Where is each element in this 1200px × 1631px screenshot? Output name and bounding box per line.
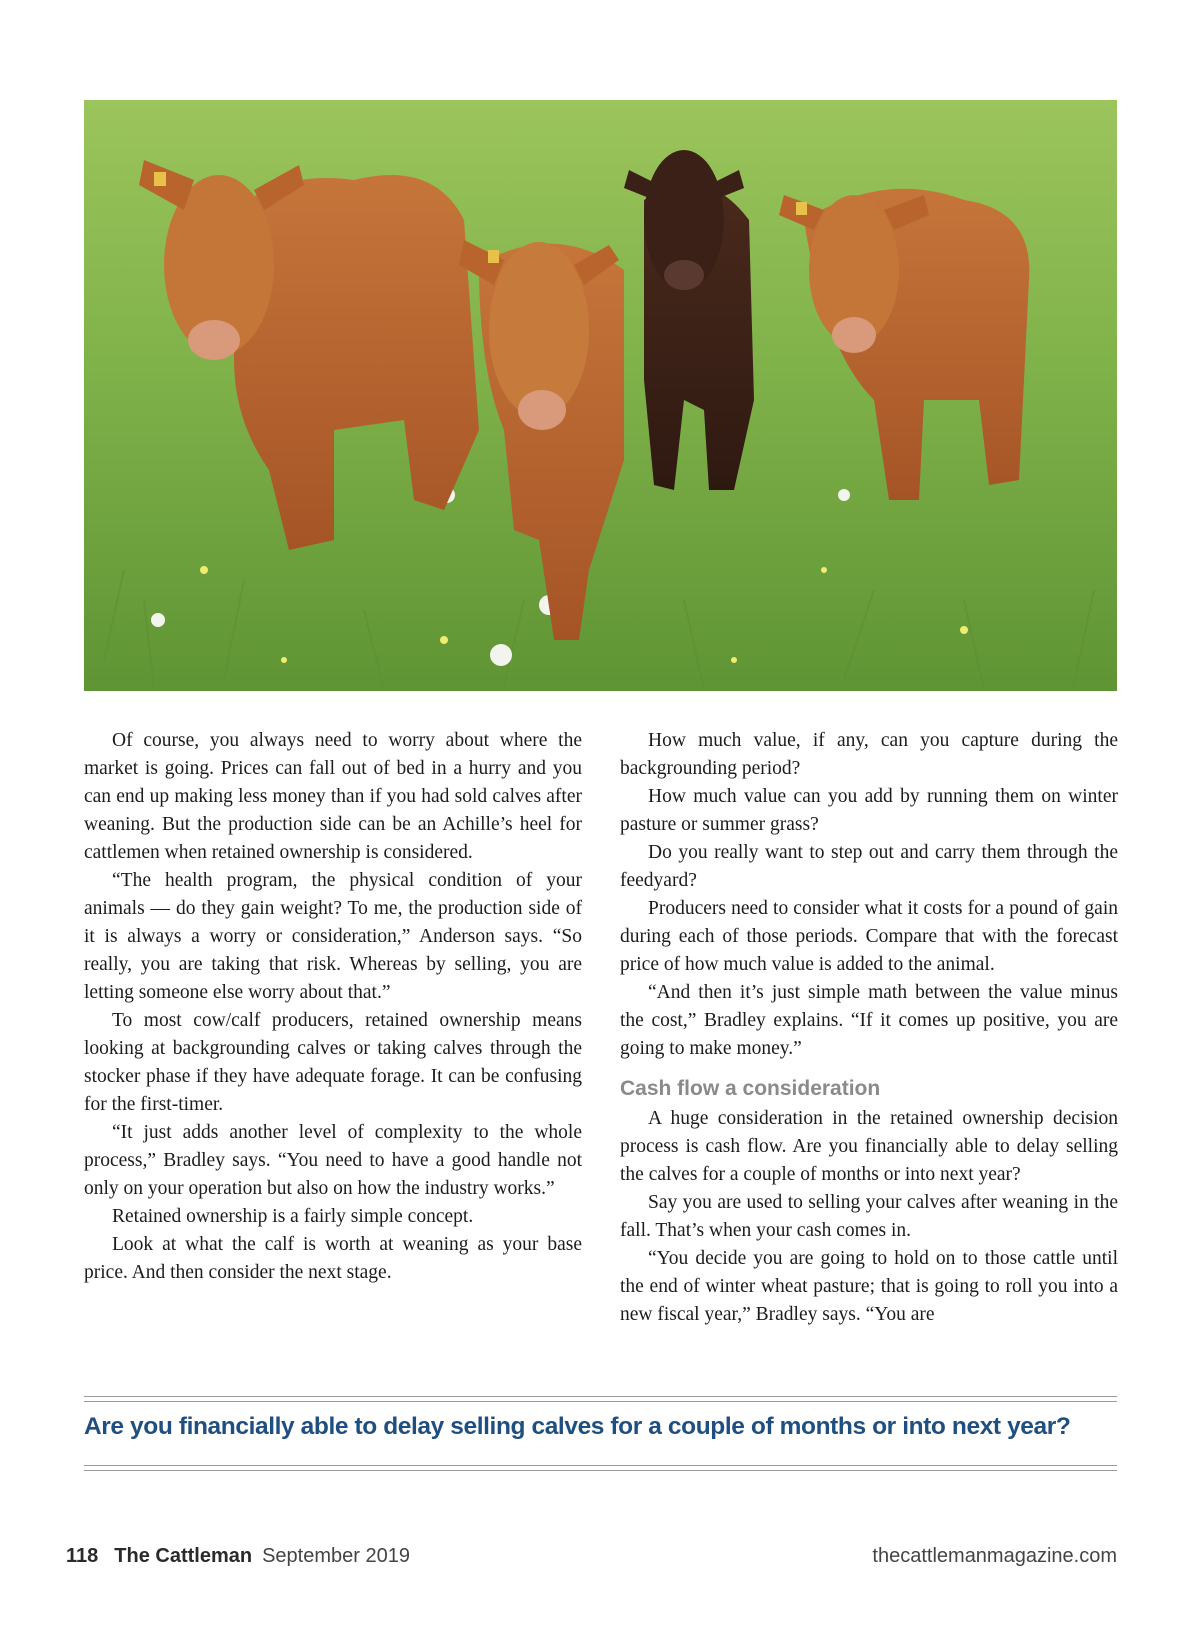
page-number: 118 bbox=[66, 1545, 99, 1567]
article-column-left bbox=[84, 727, 582, 1287]
paragraph: “You decide you are going to hold on to those cattle until the end of winter wheat pasture; that is going to roll you into a new fiscal year,” Bradley says. “You are bbox=[620, 1248, 1118, 1325]
website-link[interactable]: thecattlemanmagazine.com bbox=[872, 1545, 1117, 1567]
pullquote-rule-top bbox=[84, 1396, 1117, 1402]
paragraph: How much value, if any, can you capture during the backgrounding period? bbox=[620, 730, 1118, 779]
paragraph: Say you are used to selling your calves after weaning in the fall. That’s when your cash comes in. bbox=[620, 1192, 1118, 1241]
paragraph: To most cow/calf producers, retained ownership means looking at backgrounding calves or taking calves through the stocker phase if they have adequate forage. It can be confusing for the first-timer. bbox=[84, 1010, 582, 1115]
paragraph: A huge consideration in the retained ownership decision process is cash flow. Are you financially able to delay selling the calves for a couple of months or into next year? bbox=[620, 1108, 1118, 1185]
magazine-name: The Cattleman bbox=[114, 1545, 253, 1567]
paragraph: “And then it’s just simple math between the value minus the cost,” Bradley explains. “If it comes up positive, you are going to make money.” bbox=[620, 982, 1118, 1059]
paragraph: Retained ownership is a fairly simple concept. bbox=[112, 1206, 474, 1227]
cattle-photo bbox=[84, 100, 1117, 691]
paragraph: Do you really want to step out and carry them through the feedyard? bbox=[620, 842, 1118, 891]
paragraph: “It just adds another level of complexity to the whole process,” Bradley says. “You need to have a good handle not only on your operation but also on how the industry works.” bbox=[84, 1122, 582, 1199]
paragraph: Of course, you always need to worry about where the market is going. Prices can fall out of bed in a hurry and you can end up making less money than if you had sold calves after weaning. But the production side can be an Achille’s heel for cattlemen when retained ownership is considered. bbox=[84, 730, 582, 863]
article-column-right bbox=[620, 727, 1118, 1329]
paragraph: Look at what the calf is worth at weaning as your base price. And then consider the next stage. bbox=[84, 1234, 582, 1283]
section-subhead: Cash flow a consideration bbox=[620, 1077, 881, 1100]
page-footer bbox=[66, 1545, 1117, 1568]
paragraph: How much value can you add by running them on winter pasture or summer grass? bbox=[620, 786, 1118, 835]
pullquote-rule-bottom bbox=[84, 1465, 1117, 1471]
issue-date: September 2019 bbox=[262, 1545, 410, 1567]
paragraph: “The health program, the physical condition of your animals — do they gain weight? To me, the production side of it is always a worry or consideration,” Anderson says. “So really, you are taking that risk. Whereas by selling, you are letting someone else worry about that.” bbox=[84, 870, 582, 1003]
calves-in-pasture-image bbox=[84, 100, 1117, 691]
paragraph: Producers need to consider what it costs for a pound of gain during each of those periods. Compare that with the forecast price of how much value is added to the animal. bbox=[620, 898, 1118, 975]
pull-quote: Are you financially able to delay selling calves for a couple of months or into next year? bbox=[84, 1413, 1071, 1440]
